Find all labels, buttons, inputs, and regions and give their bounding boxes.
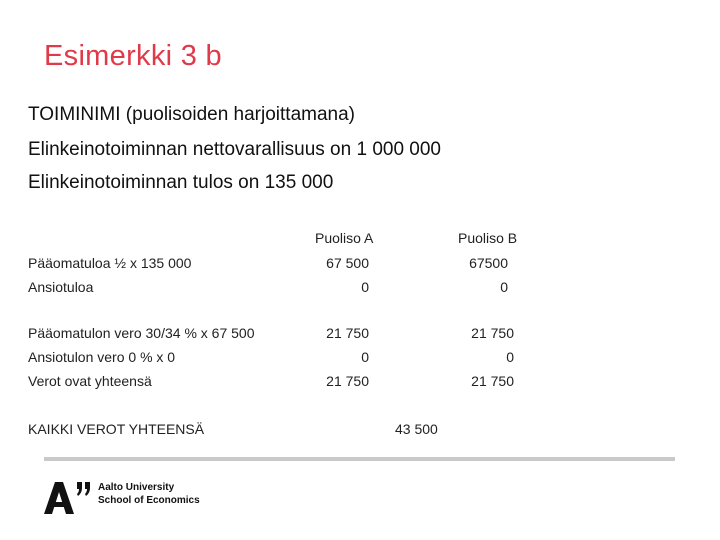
row-value-b: 21 750 — [471, 373, 514, 389]
logo-text-line-1: Aalto University — [98, 482, 175, 493]
total-label: KAIKKI VEROT YHTEENSÄ — [28, 421, 205, 437]
row-value-a: 67 500 — [326, 255, 369, 271]
logo-text-line-2: School of Economics — [98, 495, 200, 506]
total-value: 43 500 — [395, 421, 438, 437]
row-value-a: 0 — [361, 279, 369, 295]
row-value-b: 67500 — [469, 255, 508, 271]
intro-line-3: Elinkeinotoiminnan tulos on 135 000 — [28, 172, 334, 193]
row-label: Ansiotuloa — [28, 279, 94, 295]
row-value-a: 0 — [361, 349, 369, 365]
aalto-a-icon — [44, 480, 94, 516]
row-value-b: 21 750 — [471, 325, 514, 341]
row-label: Verot ovat yhteensä — [28, 373, 152, 389]
footer-divider — [44, 457, 675, 461]
row-label: Pääomatuloa ½ x 135 000 — [28, 255, 192, 271]
row-value-b: 0 — [500, 279, 508, 295]
row-value-a: 21 750 — [326, 373, 369, 389]
row-value-a: 21 750 — [326, 325, 369, 341]
header-puoliso-b: Puoliso B — [458, 230, 518, 246]
row-label: Ansiotulon vero 0 % x 0 — [28, 349, 176, 365]
slide-title: Esimerkki 3 b — [44, 40, 222, 72]
row-label: Pääomatulon vero 30/34 % x 67 500 — [28, 325, 255, 341]
aalto-logo — [44, 480, 94, 521]
row-value-b: 0 — [506, 349, 514, 365]
header-puoliso-a: Puoliso A — [315, 230, 374, 246]
intro-line-2: Elinkeinotoiminnan nettovarallisuus on 1 000 000 — [28, 139, 441, 160]
intro-line-1: TOIMINIMI (puolisoiden harjoittamana) — [28, 104, 355, 125]
